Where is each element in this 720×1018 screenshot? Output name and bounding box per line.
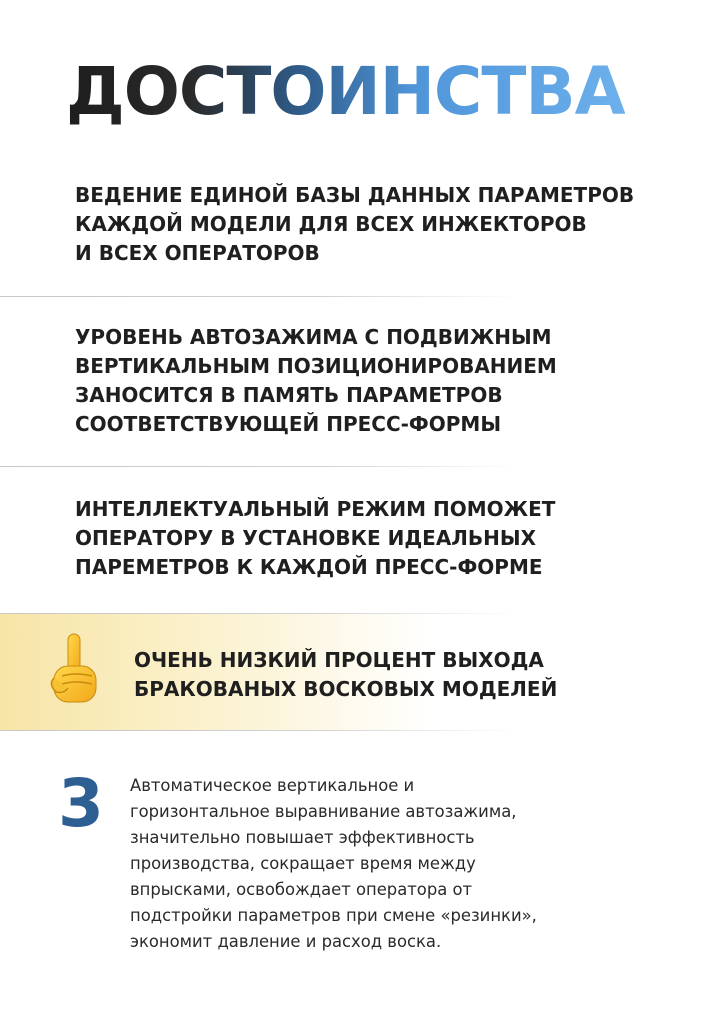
advantage-2-line: УРОВЕНЬ АВТОЗАЖИМА С ПОДВИЖНЫМ bbox=[75, 325, 552, 349]
divider bbox=[0, 730, 520, 731]
advantage-3-line: ОПЕРАТОРУ В УСТАНОВКЕ ИДЕАЛЬНЫХ bbox=[75, 526, 537, 550]
advantage-1-line: КАЖДОЙ МОДЕЛИ ДЛЯ ВСЕХ ИНЖЕКТОРОВ bbox=[75, 212, 587, 236]
advantage-1-line: И ВСЕХ ОПЕРАТОРОВ bbox=[75, 241, 320, 265]
advantage-2-line: СООТВЕТСТВУЮЩЕЙ ПРЕСС-ФОРМЫ bbox=[75, 412, 502, 436]
advantage-1-line: ВЕДЕНИЕ ЕДИНОЙ БАЗЫ ДАННЫХ ПАРАМЕТРОВ bbox=[75, 183, 635, 207]
page-title: ДОСТОИНСТВА bbox=[66, 53, 625, 130]
description-paragraph bbox=[130, 773, 690, 955]
divider bbox=[0, 466, 520, 467]
advantage-1 bbox=[75, 181, 634, 268]
description-line: значительно повышает эффективность bbox=[130, 828, 475, 847]
description-line: Автоматическое вертикальное и bbox=[130, 776, 415, 795]
pointing-up-hand-icon bbox=[46, 632, 102, 708]
description-line: подстройки параметров при смене «резинки», bbox=[130, 906, 537, 925]
divider bbox=[0, 296, 520, 297]
advantage-2 bbox=[75, 323, 557, 439]
highlight-text bbox=[134, 646, 557, 704]
description-line: впрысками, освобождает оператора от bbox=[130, 880, 473, 899]
advantage-3-line: ИНТЕЛЛЕКТУАЛЬНЫЙ РЕЖИМ ПОМОЖЕТ bbox=[75, 497, 556, 521]
description-line: экономит давление и расход воска. bbox=[130, 932, 442, 951]
highlight-line: ОЧЕНЬ НИЗКИЙ ПРОЦЕНТ ВЫХОДА bbox=[134, 648, 544, 672]
description-line: производства, сокращает время между bbox=[130, 854, 476, 873]
highlight-line: БРАКОВАНЫХ ВОСКОВЫХ МОДЕЛЕЙ bbox=[134, 677, 558, 701]
advantage-2-line: ЗАНОСИТСЯ В ПАМЯТЬ ПАРАМЕТРОВ bbox=[75, 383, 503, 407]
advantage-3 bbox=[75, 495, 555, 582]
advantage-2-line: ВЕРТИКАЛЬНЫМ ПОЗИЦИОНИРОВАНИЕМ bbox=[75, 354, 557, 378]
description-line: горизонтальное выравнивание автозажима, bbox=[130, 802, 517, 821]
section-number: 3 bbox=[58, 765, 104, 842]
advantage-3-line: ПАРЕМЕТРОВ К КАЖДОЙ ПРЕСС-ФОРМЕ bbox=[75, 555, 543, 579]
